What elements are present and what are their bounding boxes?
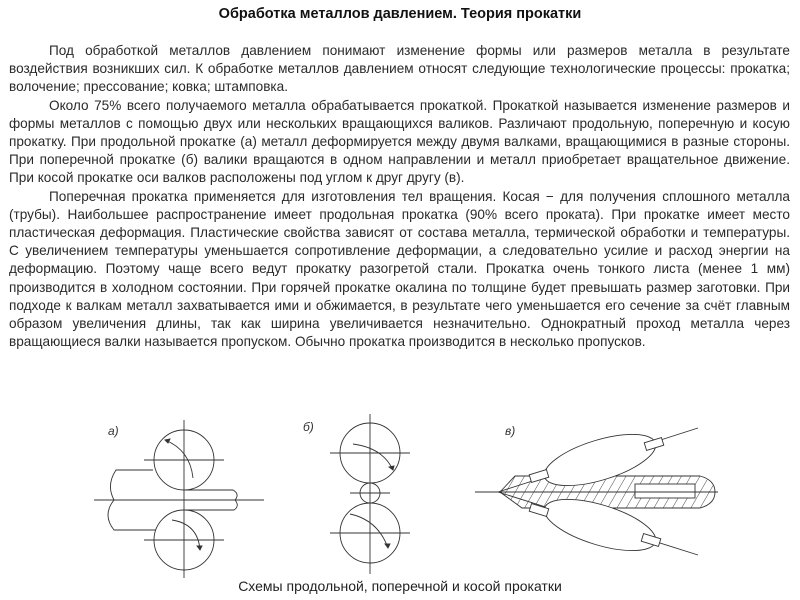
figure-b-label: б): [303, 420, 314, 434]
paragraph-2: Около 75% всего получаемого металла обрабатывается прокаткой. Прокаткой называется изменение размеров и формы металлов с помощью двух или нескольких вращающихся валиков. Различают продольную, поперечную и косую прокатку. При продольной прокатке (а) металл деформируется между двумя валками, вращающимися в разные стороны. При поперечной прокатке (б) валики вращаются в одном направлении и металл приобретает вращательное движение. При косой прокатке оси валков расположены под углом к друг другу (в).: [9, 97, 790, 186]
mandrel: [635, 484, 695, 498]
figure-a-label: а): [108, 424, 119, 438]
upper-rotation-arrow: [353, 444, 393, 470]
paragraph-1: Под обработкой металлов давлением понимают изменение формы или размеров металла в результате воздействия возникших сил. К обработке металлов давлением относят следующие технологические процессы: прокатка; волочение; прессование; ковка; штамповка.: [9, 43, 790, 95]
page-title: Обработка металлов давлением. Теория прокатки: [218, 6, 582, 22]
figure-a-longitudinal-rolling: [80, 410, 280, 580]
figure-c-label: в): [505, 424, 516, 438]
lower-rotation-arrow: [172, 520, 200, 550]
body-text: [9, 42, 790, 351]
figure-c-skew-rolling: [470, 410, 720, 580]
upper-rotation-arrow: [165, 440, 193, 478]
figure-b-transverse-rolling: [290, 410, 440, 580]
lower-rotation-arrow: [350, 514, 388, 548]
paragraph-3: Поперечная прокатка применяется для изготовления тел вращения. Косая − для получения сплошного металла (трубы). Наибольшее распространение имеет продольная прокатка (90% всего проката). При прокатке имеет место пластическая деформация. Пластические свойства зависят от состава металла, термической обработки и температуры. С увеличением температуры уменьшается сопротивление деформации, а следовательно усилие и расход энергии на деформацию. Поэтому чаще всего ведут прокатку разогретой стали. Прокатка очень тонкого листа (менее 1 мм) производится в холодном состоянии. При горячей прокатке окалина по толщине будет превышать размер заготовки. При подходе к валкам металл захватывается ими и обжимается, в результате чего уменьшается его сечение за счёт главным образом увеличения длины, так как ширина увеличивается незначительно. Однократный проход металла через вращающиеся валки называется пропуском. Обычно прокатка производится в несколько пропусков.: [9, 188, 790, 350]
figure-caption: Схемы продольной, поперечной и косой прокатки: [238, 578, 562, 594]
